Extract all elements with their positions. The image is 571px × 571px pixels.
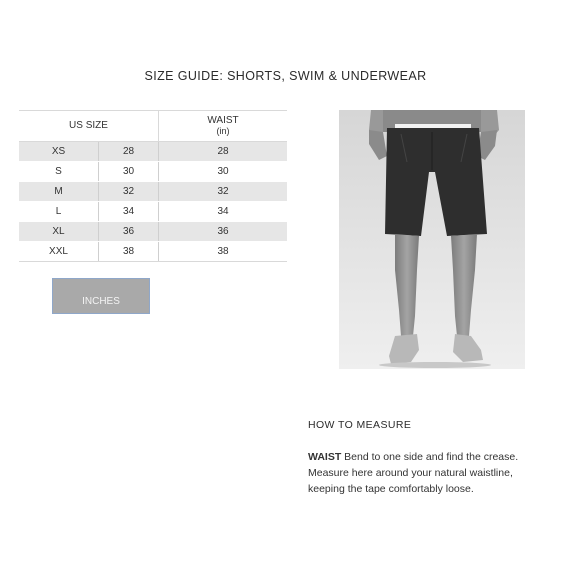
page-title: SIZE GUIDE: SHORTS, SWIM & UNDERWEAR	[144, 69, 427, 83]
waist-value-cell: 34	[159, 202, 288, 222]
us-value-cell: 28	[99, 142, 159, 162]
waist-value-cell: 36	[159, 222, 288, 242]
us-value-cell: 30	[99, 162, 159, 182]
size-cell: M	[19, 182, 99, 202]
size-table	[19, 110, 287, 262]
table-row	[19, 142, 287, 162]
header-waist-label: WAIST	[207, 115, 239, 126]
how-to-measure-heading: HOW TO MEASURE	[308, 419, 412, 431]
table-row	[19, 222, 287, 242]
table-row	[19, 162, 287, 182]
us-value-cell: 38	[99, 242, 159, 262]
waist-value-cell: 32	[159, 182, 288, 202]
waist-value-cell: 28	[159, 142, 288, 162]
header-waist	[159, 111, 288, 142]
us-value-cell: 34	[99, 202, 159, 222]
table-row	[19, 242, 287, 262]
waist-label: WAIST	[308, 451, 342, 463]
waist-instructions	[308, 449, 543, 497]
size-cell: XXL	[19, 242, 99, 262]
header-us-size: US SIZE	[19, 111, 159, 142]
table-row	[19, 182, 287, 202]
size-cell: XL	[19, 222, 99, 242]
inches-unit-button[interactable]: INCHES	[52, 278, 150, 314]
waist-instruction-text: Bend to one side and find the crease. Measure here around your natural waistline, keeping the tape comfortably loose.	[308, 451, 519, 495]
waist-value-cell: 38	[159, 242, 288, 262]
table-header-row	[19, 111, 287, 142]
us-value-cell: 32	[99, 182, 159, 202]
size-cell: XS	[19, 142, 99, 162]
size-cell: S	[19, 162, 99, 182]
header-waist-unit: (in)	[216, 126, 230, 136]
table-row	[19, 202, 287, 222]
us-value-cell: 36	[99, 222, 159, 242]
waist-value-cell: 30	[159, 162, 288, 182]
model-photo	[339, 110, 525, 369]
size-cell: L	[19, 202, 99, 222]
